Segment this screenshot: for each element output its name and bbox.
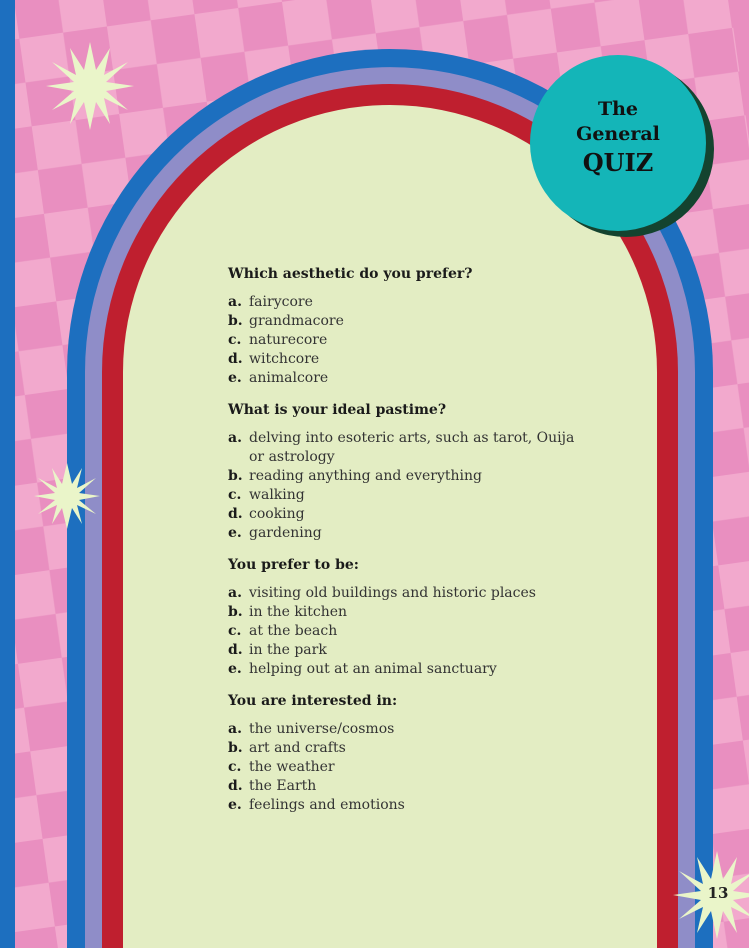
option-letter: e.	[228, 797, 242, 813]
option-text: grandmacore	[249, 313, 344, 329]
page-number: 13	[707, 884, 729, 902]
option-letter: c.	[228, 759, 242, 775]
question-heading: What is your ideal pastime?	[228, 402, 447, 418]
badge-title-line-3: QUIZ	[582, 148, 654, 177]
answer-option	[228, 350, 588, 369]
option-letter: d.	[228, 351, 243, 367]
option-text: at the beach	[249, 623, 338, 639]
option-text: delving into esoteric arts, such as tarot, Ouija or astrology	[249, 430, 575, 465]
answer-option	[228, 467, 588, 486]
option-text: fairycore	[249, 294, 313, 310]
option-text: in the park	[249, 642, 327, 658]
option-text: animalcore	[249, 370, 329, 386]
option-text: feelings and emotions	[249, 797, 405, 813]
option-text: the universe/cosmos	[249, 721, 395, 737]
option-text: the weather	[249, 759, 335, 775]
option-text: reading anything and everything	[249, 468, 482, 484]
answer-option	[228, 739, 588, 758]
option-letter: e.	[228, 525, 242, 541]
option-text: naturecore	[249, 332, 328, 348]
option-letter: a.	[228, 585, 242, 601]
answer-option	[228, 660, 588, 679]
question-heading: Which aesthetic do you prefer?	[228, 266, 473, 282]
option-text: in the kitchen	[249, 604, 348, 620]
answer-option	[228, 777, 588, 796]
option-letter: e.	[228, 370, 242, 386]
option-letter: c.	[228, 623, 242, 639]
option-letter: b.	[228, 313, 243, 329]
question-heading: You are interested in:	[228, 693, 398, 709]
answer-list	[228, 720, 588, 815]
quiz-title-badge	[530, 55, 706, 231]
option-letter: b.	[228, 740, 243, 756]
badge-title	[530, 97, 706, 179]
option-letter: d.	[228, 778, 243, 794]
badge-title-line-1: The	[597, 98, 639, 120]
option-text: witchcore	[249, 351, 320, 367]
answer-option	[228, 758, 588, 777]
option-text: art and crafts	[249, 740, 346, 756]
answer-option	[228, 293, 588, 312]
option-text: cooking	[249, 506, 305, 522]
answer-option	[228, 584, 588, 603]
option-letter: d.	[228, 642, 243, 658]
answer-option	[228, 720, 588, 739]
option-text: the Earth	[249, 778, 317, 794]
option-text: walking	[249, 487, 305, 503]
option-letter: c.	[228, 487, 242, 503]
option-letter: a.	[228, 430, 242, 446]
answer-option	[228, 312, 588, 331]
answer-list	[228, 584, 588, 679]
answer-option	[228, 331, 588, 350]
option-letter: b.	[228, 468, 243, 484]
option-text: gardening	[249, 525, 322, 541]
answer-list	[228, 293, 588, 388]
option-text: helping out at an animal sanctuary	[249, 661, 497, 677]
answer-option	[228, 641, 588, 660]
answer-list	[228, 429, 588, 543]
quiz-content	[228, 264, 588, 827]
option-letter: e.	[228, 661, 242, 677]
option-letter: b.	[228, 604, 243, 620]
option-letter: a.	[228, 721, 242, 737]
option-text: visiting old buildings and historic places	[249, 585, 536, 601]
option-letter: d.	[228, 506, 243, 522]
option-letter: c.	[228, 332, 242, 348]
left-edge-stripe	[0, 0, 15, 948]
answer-option	[228, 429, 588, 467]
answer-option	[228, 369, 588, 388]
answer-option	[228, 486, 588, 505]
answer-option	[228, 603, 588, 622]
badge-title-line-2: General	[576, 123, 660, 145]
question-heading: You prefer to be:	[228, 557, 359, 573]
answer-option	[228, 505, 588, 524]
answer-option	[228, 622, 588, 641]
option-letter: a.	[228, 294, 242, 310]
answer-option	[228, 524, 588, 543]
answer-option	[228, 796, 588, 815]
